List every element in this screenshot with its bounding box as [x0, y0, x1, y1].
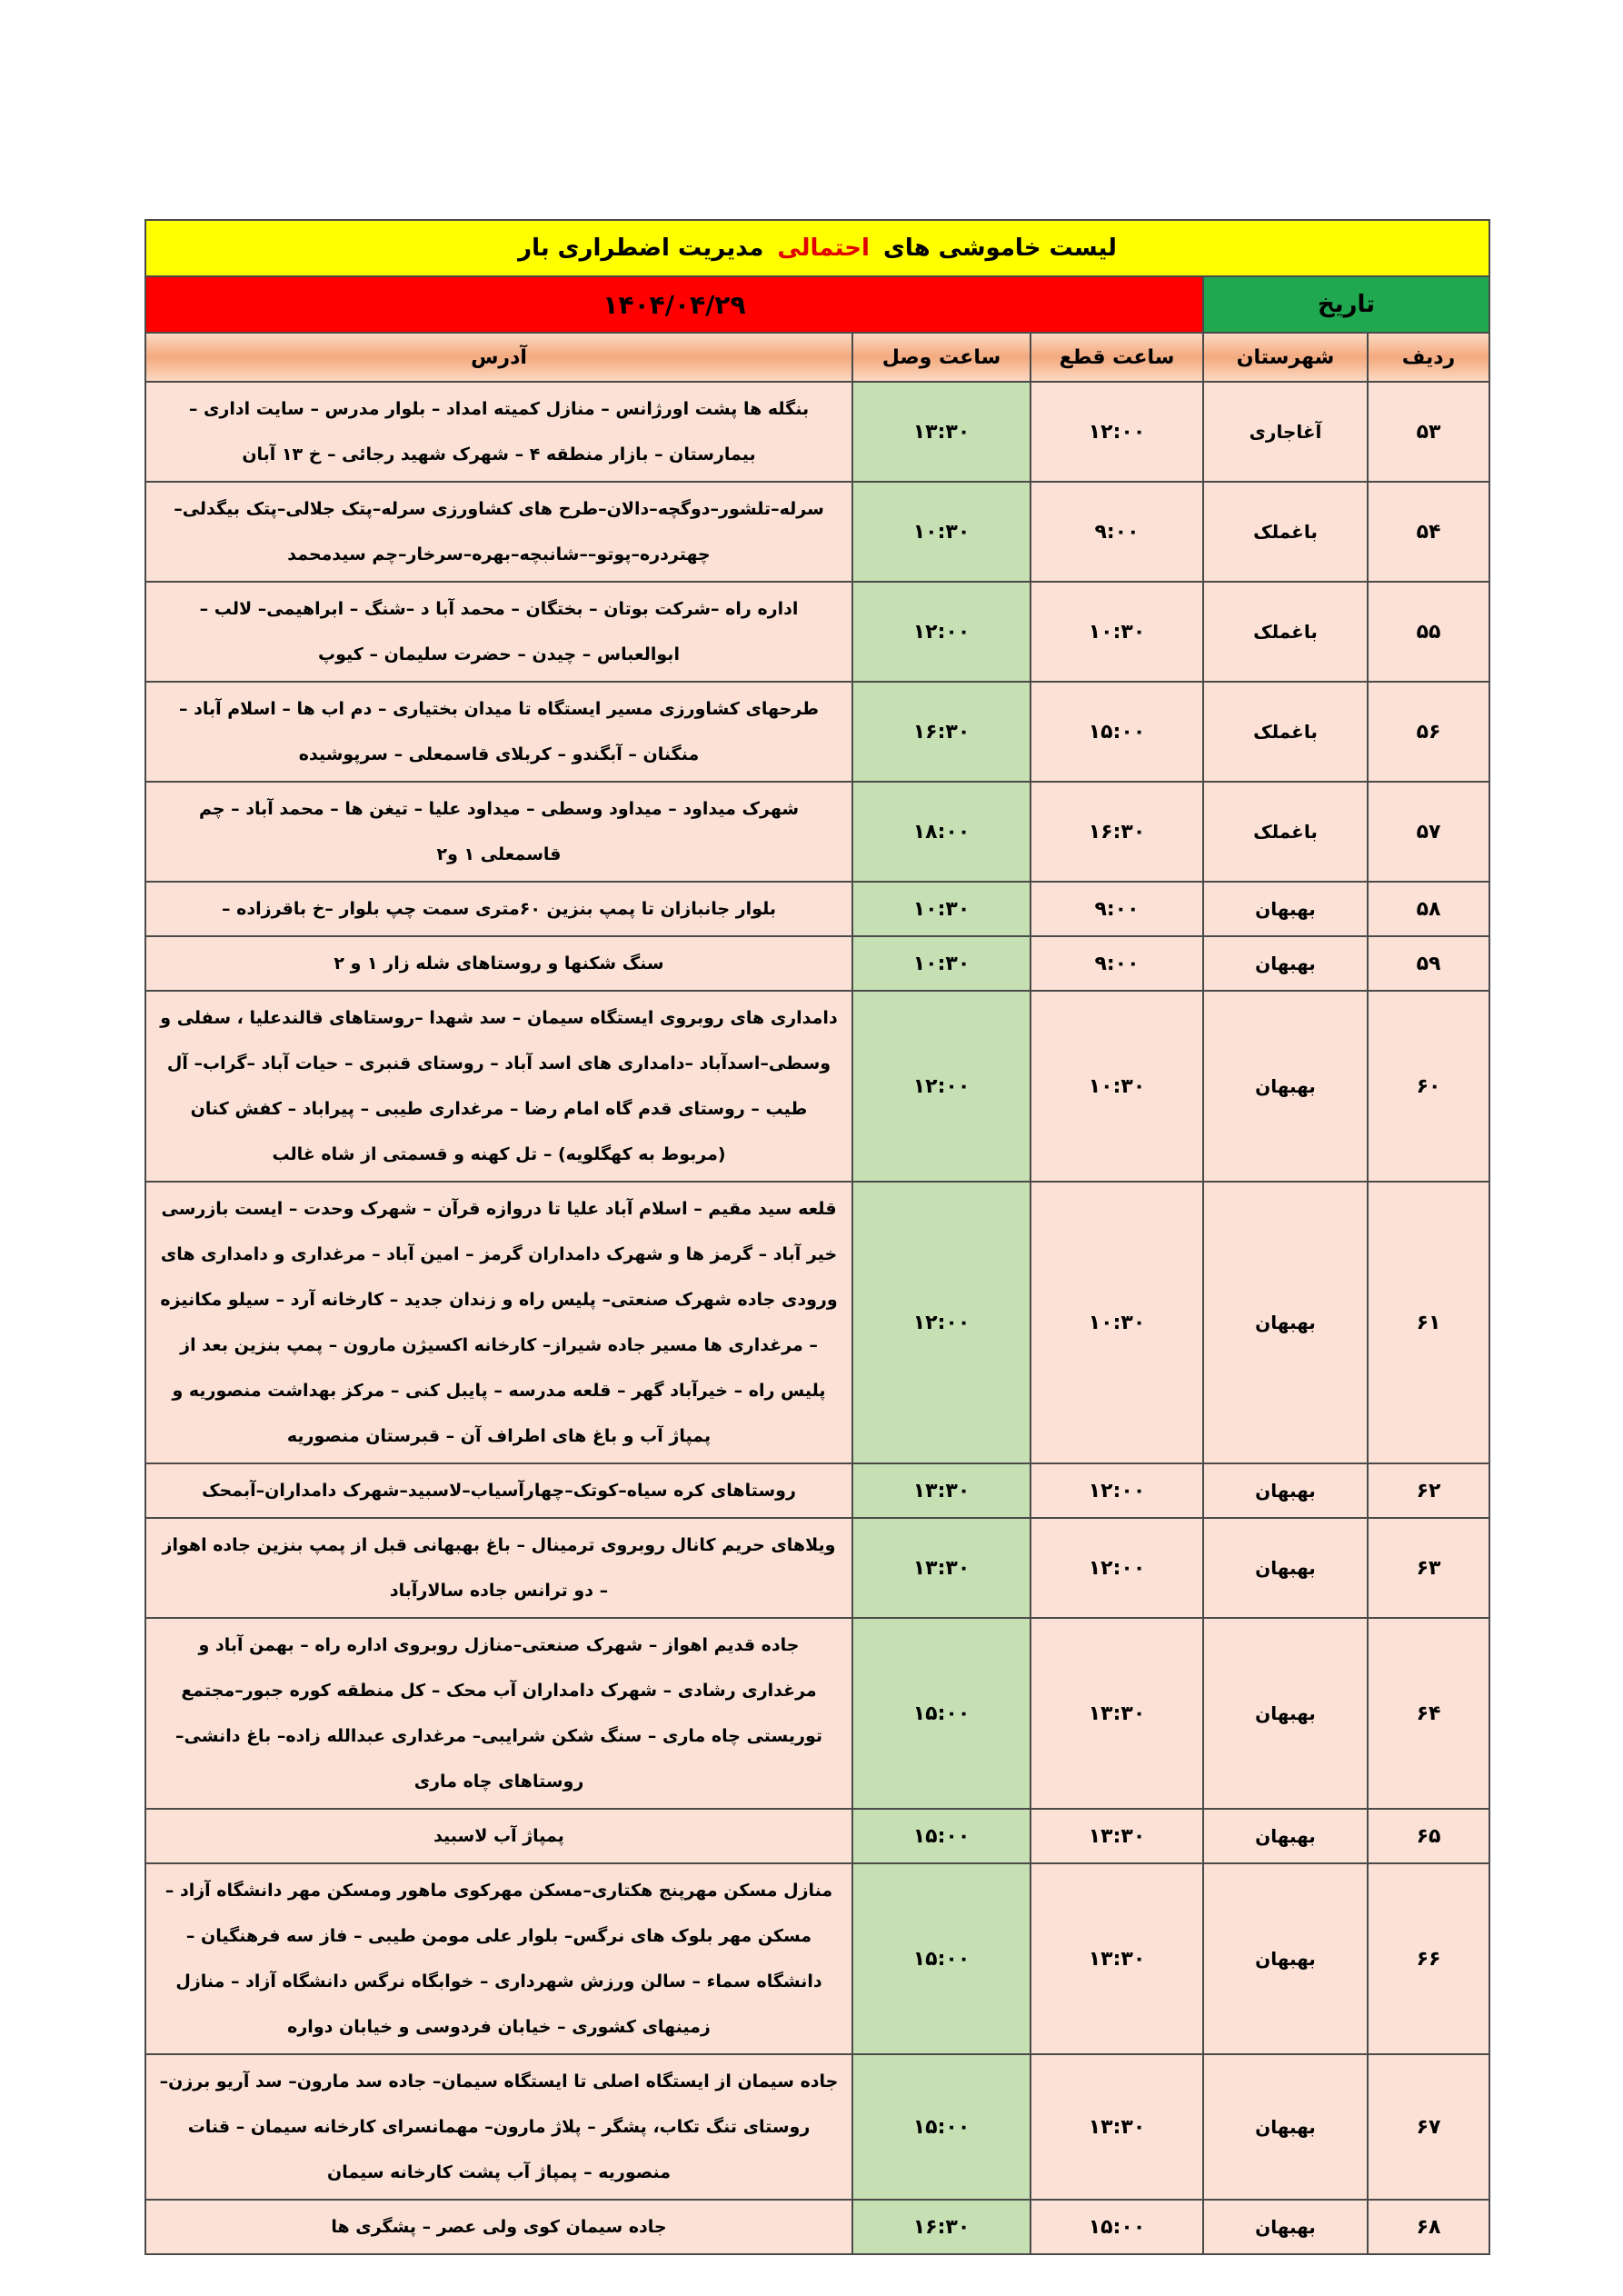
- header-city: شهرستان: [1203, 333, 1368, 382]
- connect-time-cell: ۱۲:۰۰: [852, 582, 1031, 682]
- table-row: [145, 682, 1489, 782]
- city-cell: بهبهان: [1203, 1182, 1368, 1463]
- header-connect-time: ساعت وصل: [852, 333, 1031, 382]
- row-number-cell: ۶۸: [1368, 2200, 1489, 2254]
- address-cell: سنگ شکنها و روستاهای شله زار ۱ و ۲: [145, 936, 852, 991]
- title-part1: لیست خاموشی های: [882, 235, 1117, 262]
- city-cell: بهبهان: [1203, 1463, 1368, 1518]
- address-cell: جاده سیمان کوی ولی عصر – پشگری ها: [145, 2200, 852, 2254]
- cut-time-cell: ۹:۰۰: [1031, 936, 1203, 991]
- connect-time-cell: ۱۳:۳۰: [852, 382, 1031, 482]
- outage-sheet: [146, 219, 1490, 2255]
- outage-table: [144, 219, 1490, 2255]
- page-title: [145, 220, 1489, 276]
- connect-time-cell: ۱۲:۰۰: [852, 991, 1031, 1182]
- address-cell: بلوار جانبازان تا پمپ بنزین ۶۰متری سمت چپ بلوار –خ باقرزاده –: [145, 882, 852, 936]
- connect-time-cell: ۱۵:۰۰: [852, 1618, 1031, 1809]
- row-number-cell: ۶۰: [1368, 991, 1489, 1182]
- row-number-cell: ۶۲: [1368, 1463, 1489, 1518]
- cut-time-cell: ۱۰:۳۰: [1031, 582, 1203, 682]
- row-number-cell: ۶۶: [1368, 1863, 1489, 2054]
- row-number-cell: ۶۳: [1368, 1518, 1489, 1618]
- row-number-cell: ۵۸: [1368, 882, 1489, 936]
- cut-time-cell: ۱۳:۳۰: [1031, 1809, 1203, 1863]
- connect-time-cell: ۱۰:۳۰: [852, 482, 1031, 582]
- title-highlight: احتمالی: [777, 235, 870, 262]
- table-row: [145, 1518, 1489, 1618]
- table-header-row: [145, 333, 1489, 382]
- address-cell: طرحهای کشاورزی مسیر ایستگاه تا میدان بختیاری – دم اب ها – اسلام آباد – منگنان – آبگندو – کربلای قاسمعلی – سرپوشیده: [145, 682, 852, 782]
- address-cell: بنگله ها پشت اورژانس – منازل کمیته امداد – بلوار مدرس – سایت اداری – بیمارستان – بازار منطقه ۴ – شهرک شهید رجائی – خ ۱۳ آبان: [145, 382, 852, 482]
- row-number-cell: ۶۱: [1368, 1182, 1489, 1463]
- cut-time-cell: ۱۶:۳۰: [1031, 782, 1203, 882]
- table-row: [145, 782, 1489, 882]
- address-cell: دامداری های روبروی ایستگاه سیمان – سد شهدا –روستاهای قالندعلیا ، سفلی و وسطی–اسدآباد –دامداری های اسد آباد – روستای قنبری – حیات آباد –گراب– آل طیب – روستای قدم گاه امام رضا – مرغداری طیبی – پیراباد – کفش کنان (مربوط به کهگلویه) – تل کهنه و قسمتی از شاه غالب: [145, 991, 852, 1182]
- city-cell: بهبهان: [1203, 1863, 1368, 2054]
- address-cell: منازل مسکن مهرپنج هکتاری–مسکن مهرکوی ماهور ومسکن مهر دانشگاه آزاد – مسکن مهر بلوک های نرگس– بلوار علی مومن طیبی – فاز سه فرهنگیان – دانشگاه سماء – سالن ورزش شهرداری – خوابگاه نرگس دانشگاه آزاد – منازل زمینهای کشوری – خیابان فردوسی و خیابان دواره: [145, 1863, 852, 2054]
- cut-time-cell: ۱۵:۰۰: [1031, 2200, 1203, 2254]
- cut-time-cell: ۹:۰۰: [1031, 482, 1203, 582]
- row-number-cell: ۶۷: [1368, 2054, 1489, 2200]
- connect-time-cell: ۱۶:۳۰: [852, 2200, 1031, 2254]
- connect-time-cell: ۱۲:۰۰: [852, 1182, 1031, 1463]
- city-cell: بهبهان: [1203, 882, 1368, 936]
- cut-time-cell: ۹:۰۰: [1031, 882, 1203, 936]
- connect-time-cell: ۱۰:۳۰: [852, 882, 1031, 936]
- city-cell: آغاجاری: [1203, 382, 1368, 482]
- row-number-cell: ۶۴: [1368, 1618, 1489, 1809]
- table-row: [145, 991, 1489, 1182]
- row-number-cell: ۵۴: [1368, 482, 1489, 582]
- cut-time-cell: ۱۰:۳۰: [1031, 1182, 1203, 1463]
- city-cell: باغملک: [1203, 682, 1368, 782]
- cut-time-cell: ۱۲:۰۰: [1031, 1463, 1203, 1518]
- row-number-cell: ۵۶: [1368, 682, 1489, 782]
- table-row: [145, 936, 1489, 991]
- city-cell: بهبهان: [1203, 2200, 1368, 2254]
- date-label: تاریخ: [1203, 276, 1489, 333]
- city-cell: باغملک: [1203, 582, 1368, 682]
- connect-time-cell: ۱۰:۳۰: [852, 936, 1031, 991]
- row-number-cell: ۵۵: [1368, 582, 1489, 682]
- cut-time-cell: ۱۵:۰۰: [1031, 682, 1203, 782]
- row-number-cell: ۵۷: [1368, 782, 1489, 882]
- connect-time-cell: ۱۵:۰۰: [852, 1809, 1031, 1863]
- connect-time-cell: ۱۳:۳۰: [852, 1518, 1031, 1618]
- table-row: [145, 1809, 1489, 1863]
- city-cell: بهبهان: [1203, 991, 1368, 1182]
- table-row: [145, 1182, 1489, 1463]
- table-row: [145, 582, 1489, 682]
- connect-time-cell: ۱۳:۳۰: [852, 1463, 1031, 1518]
- address-cell: قلعه سید مقیم – اسلام آباد علیا تا دروازه قرآن – شهرک وحدت – ایست بازرسی خیر آباد – گرمز ها و شهرک دامداران گرمز – امین آباد – مرغداری و دامداری های ورودی جاده شهرک صنعتی– پلیس راه و زندان جدید – کارخانه آرد – سیلو مکانیزه – مرغداری ها مسیر جاده شیراز– کارخانه اکسیژن مارون – پمپ بنزین بعد از پلیس راه – خیرآباد گهر – قلعه مدرسه – پایبل کنی – مرکز بهداشت منصوریه و پمپاژ آب و باغ های اطراف آن – قبرستان منصوریه: [145, 1182, 852, 1463]
- cut-time-cell: ۱۲:۰۰: [1031, 1518, 1203, 1618]
- connect-time-cell: ۱۵:۰۰: [852, 2054, 1031, 2200]
- header-cut-time: ساعت قطع: [1031, 333, 1203, 382]
- row-number-cell: ۵۹: [1368, 936, 1489, 991]
- table-row: [145, 1863, 1489, 2054]
- address-cell: پمپاژ آب لاسبید: [145, 1809, 852, 1863]
- connect-time-cell: ۱۶:۳۰: [852, 682, 1031, 782]
- cut-time-cell: ۱۳:۳۰: [1031, 1618, 1203, 1809]
- city-cell: بهبهان: [1203, 936, 1368, 991]
- address-cell: جاده قدیم اهواز – شهرک صنعتی–منازل روبروی اداره راه – بهمن آباد و مرغداری رشادی – شهرک دامداران آب محک – کل منطقه کوره جبور–مجتمع توریستی چاه ماری – سنگ شکن شرایبی– مرغداری عبدالله زاده– باغ دانشی– روستاهای چاه ماری: [145, 1618, 852, 1809]
- table-row: [145, 482, 1489, 582]
- city-cell: بهبهان: [1203, 1618, 1368, 1809]
- table-row: [145, 382, 1489, 482]
- cut-time-cell: ۱۰:۳۰: [1031, 991, 1203, 1182]
- cut-time-cell: ۱۳:۳۰: [1031, 2054, 1203, 2200]
- city-cell: بهبهان: [1203, 1809, 1368, 1863]
- table-row: [145, 2054, 1489, 2200]
- row-number-cell: ۵۳: [1368, 382, 1489, 482]
- city-cell: باغملک: [1203, 482, 1368, 582]
- title-part2: مدیریت اضطراری بار: [518, 235, 764, 262]
- table-row: [145, 882, 1489, 936]
- city-cell: بهبهان: [1203, 2054, 1368, 2200]
- address-cell: شهرک میداود – میداود وسطی – میداود علیا – تیغن ها – محمد آباد – چم قاسمعلی ۱ و۲: [145, 782, 852, 882]
- table-row: [145, 2200, 1489, 2254]
- address-cell: روستاهای کره سیاه–کوتک–چهارآسیاب–لاسبید–شهرک دامداران–آبمحک: [145, 1463, 852, 1518]
- address-cell: اداره راه –شرکت بوتان – بختگان – محمد آبا د –شنگ – ابراهیمی– لالب – ابوالعباس – چیدن – حضرت سلیمان – کیوپ: [145, 582, 852, 682]
- date-value: ۱۴۰۴/۰۴/۲۹: [145, 276, 1203, 333]
- connect-time-cell: ۱۵:۰۰: [852, 1863, 1031, 2054]
- address-cell: سرله–تلشور–دوگچه–دالان–طرح های کشاورزی سرله–پتک جلالی–پتک بیگدلی–چهتردره–پوتو––شانبچه–بهره–سرخار–چم سیدمحمد: [145, 482, 852, 582]
- header-address: آدرس: [145, 333, 852, 382]
- city-cell: بهبهان: [1203, 1518, 1368, 1618]
- city-cell: باغملک: [1203, 782, 1368, 882]
- row-number-cell: ۶۵: [1368, 1809, 1489, 1863]
- cut-time-cell: ۱۲:۰۰: [1031, 382, 1203, 482]
- header-row-number: ردیف: [1368, 333, 1489, 382]
- table-row: [145, 1618, 1489, 1809]
- connect-time-cell: ۱۸:۰۰: [852, 782, 1031, 882]
- address-cell: جاده سیمان از ایستگاه اصلی تا ایستگاه سیمان– جاده سد مارون– سد آریو برزن– روستای تنگ تکاب، پشگر – پلاژ مارون– مهمانسرای کارخانه سیمان – قنات منصوریه – پمپاژ آب پشت کارخانه سیمان: [145, 2054, 852, 2200]
- cut-time-cell: ۱۳:۳۰: [1031, 1863, 1203, 2054]
- table-row: [145, 1463, 1489, 1518]
- address-cell: ویلاهای حریم کانال روبروی ترمینال – باغ بهبهانی قبل از پمپ بنزین جاده اهواز – دو ترانس جاده سالارآباد: [145, 1518, 852, 1618]
